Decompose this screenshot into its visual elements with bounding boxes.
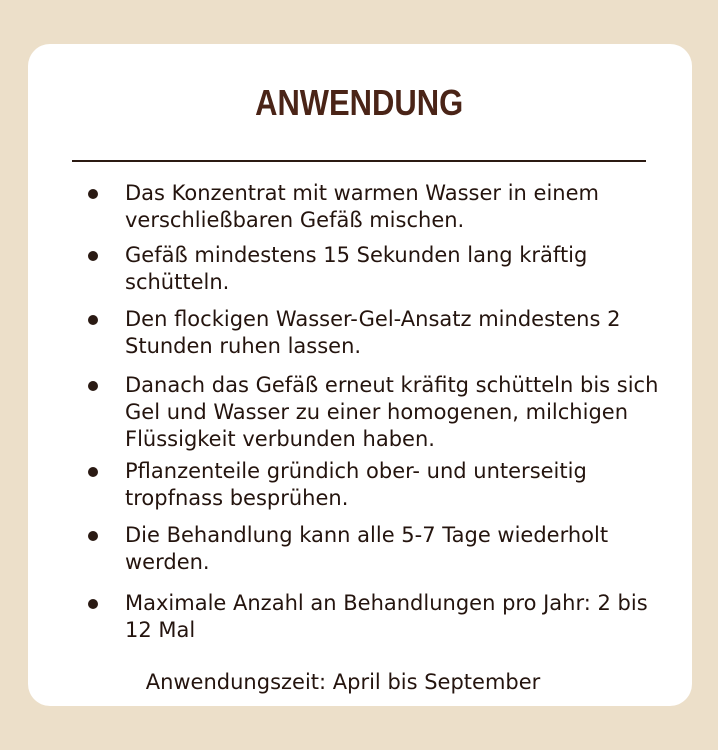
bullet-icon	[88, 315, 98, 325]
title-divider	[72, 160, 646, 162]
bullet-icon	[88, 189, 98, 199]
application-period: Anwendungszeit: April bis September	[145, 670, 541, 694]
page-title: ANWENDUNG	[255, 82, 464, 123]
list-item-text: Danach das Gefäß erneut kräfitg schütteln bis sich Gel und Wasser zu einer homogenen, milchigen Flüssigkeit verbunden haben.	[125, 373, 659, 451]
bullet-icon	[88, 599, 98, 609]
bullet-icon	[88, 467, 98, 477]
list-item-text: Den flockigen Wasser-Gel-Ansatz mindestens 2 Stunden ruhen lassen.	[125, 307, 621, 358]
list-item-text: Gefäß mindestens 15 Sekunden lang kräftig schütteln.	[125, 243, 588, 294]
bullet-icon	[88, 251, 98, 261]
bullet-icon	[88, 381, 98, 391]
list-item-text: Das Konzentrat mit warmen Wasser in einem verschließbaren Gefäß mischen.	[125, 181, 599, 232]
bullet-icon	[88, 531, 98, 541]
list-item-text: Pflanzenteile gründich ober- und unterseitig tropfnass besprühen.	[125, 459, 587, 510]
list-item-text: Die Behandlung kann alle 5-7 Tage wiederholt werden.	[125, 523, 609, 574]
list-item-text: Maximale Anzahl an Behandlungen pro Jahr: 2 bis 12 Mal	[125, 591, 648, 642]
